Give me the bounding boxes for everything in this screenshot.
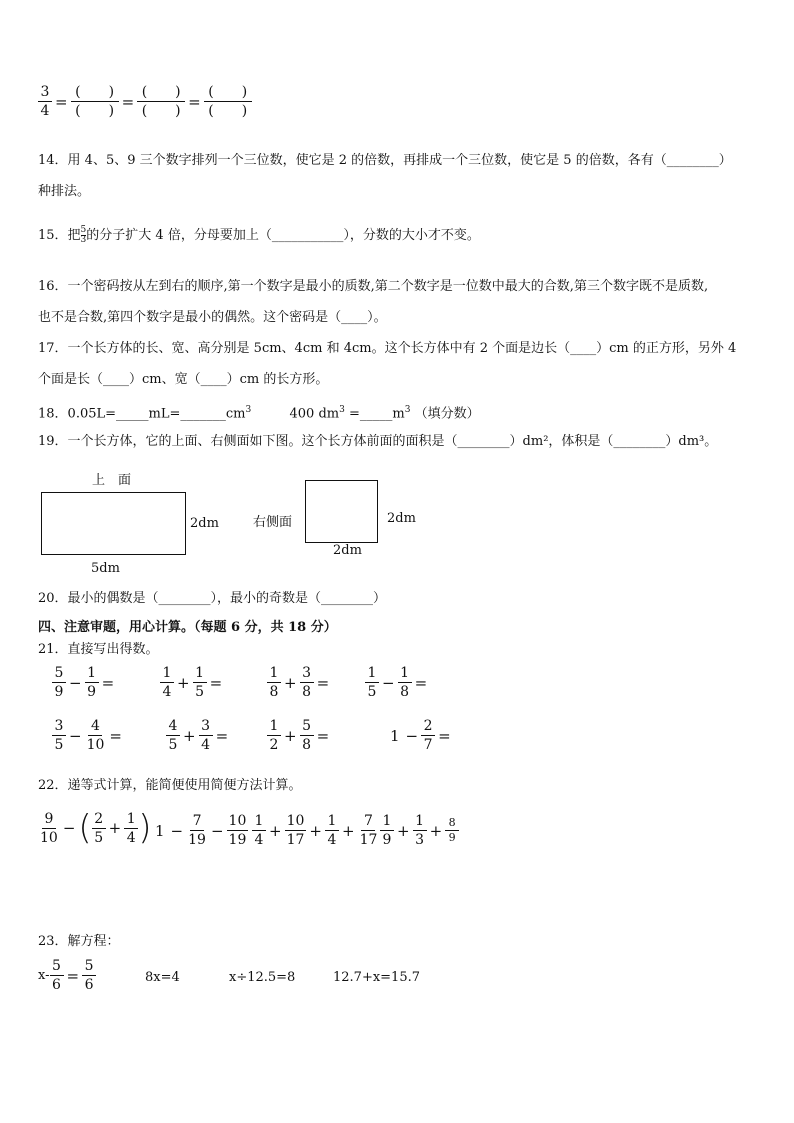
numerator: 1 bbox=[398, 665, 412, 683]
section-4-title: 四、注意审题，用心计算。（每题 6 分，共 18 分） bbox=[38, 620, 337, 635]
q23-equation-1: x- $\frac{5}{6}$ = $\frac{5}{6}$ bbox=[38, 958, 96, 993]
equals-sign: = bbox=[215, 726, 229, 745]
numerator: 1 bbox=[85, 665, 99, 683]
question-18: 18．$0.05L=\_\_\_\_\_mL=\_\_\_\_\_\_\_cm^3$ 400 $dm^3$ $=\_\_\_\_\_m^3$ （填分数） bbox=[38, 405, 480, 422]
operator: − bbox=[405, 726, 419, 745]
operator: + bbox=[284, 673, 297, 692]
q13-equation: $\frac{3}{4}$ = $\frac{( )}{( )}$ = $\frac{( )}{( )}$ = $\frac{( )}{( )}$ bbox=[38, 84, 252, 119]
numerator: 1 bbox=[193, 665, 207, 683]
numerator: 1 bbox=[160, 665, 174, 683]
denominator: 8 bbox=[302, 737, 312, 753]
denominator: 4 bbox=[201, 737, 211, 753]
numerator: 3 bbox=[199, 718, 213, 736]
equals-sign: = bbox=[109, 726, 122, 745]
operator: − bbox=[69, 726, 82, 745]
question-16-line2: 也不是合数,第四个数字是最小的偶然。这个密码是（____）。 bbox=[38, 310, 387, 325]
q23-equation-2: 8x=4 bbox=[145, 970, 180, 985]
question-15: 15．把 $\frac{5}{3}$ 的分子扩大 4 倍，分母要加上（___________），分数的大小才不变。 bbox=[38, 225, 480, 245]
equals-sign: = bbox=[316, 726, 330, 745]
q23-equation-4: 12.7+x=15.7 bbox=[333, 970, 421, 985]
q21-row-2 bbox=[52, 718, 452, 758]
operator: + bbox=[284, 726, 297, 745]
question-19: 19．一个长方体，它的上面、右侧面如下图。这个长方体前面的面积是（________）dm²，体积是（________）dm³。 bbox=[38, 434, 718, 449]
numerator: 1 bbox=[267, 718, 281, 736]
denominator: 5 bbox=[168, 737, 178, 753]
denominator: 8 bbox=[302, 684, 312, 700]
denominator: 5 bbox=[195, 684, 205, 700]
top-face-rectangle bbox=[41, 492, 186, 555]
numerator: 1 bbox=[267, 665, 281, 683]
question-17-line2: 个面是长（____）cm、宽（____）cm 的长方形。 bbox=[38, 372, 329, 387]
numerator: 4 bbox=[166, 718, 180, 736]
q23-equation-3: x÷12.5=8 bbox=[229, 970, 296, 985]
numerator: 4 bbox=[88, 718, 102, 736]
numerator: 3 bbox=[300, 665, 314, 683]
question-17-line1: 17．一个长方体的长、宽、高分别是 5cm、4cm 和 4cm。这个长方体中有 2 个面是边长（____）cm 的正方形，另外 4 bbox=[38, 341, 737, 356]
denominator: 5 bbox=[54, 737, 64, 753]
q21-expression bbox=[365, 665, 430, 700]
q22-expression-4: $\frac{1}{9}$ + $\frac{1}{3}$ + $\frac{8}{9}$ bbox=[380, 813, 459, 848]
numerator: 3 bbox=[52, 718, 66, 736]
numerator: 1 bbox=[365, 665, 379, 683]
top-face-side-label: 2dm bbox=[190, 516, 219, 531]
question-22-title: 22．递等式计算，能简便使用简便方法计算。 bbox=[38, 778, 302, 793]
blank-fraction-3[interactable]: $\frac{( )}{( )}$ bbox=[204, 84, 252, 119]
question-21-title: 21．直接写出得数。 bbox=[38, 642, 159, 657]
q21-expression bbox=[52, 718, 125, 753]
right-face-square bbox=[305, 480, 378, 543]
blank-fraction-1[interactable]: $\frac{( )}{( )}$ bbox=[71, 84, 119, 119]
q21-expression bbox=[267, 665, 332, 700]
q21-expression bbox=[166, 718, 231, 753]
equals-sign: = bbox=[438, 726, 451, 745]
denominator: 10 bbox=[86, 737, 105, 753]
q22-expression-2: 1 − $\frac{7}{19}$ − $\frac{10}{19}$ bbox=[155, 813, 247, 848]
numerator: 5 bbox=[52, 665, 66, 683]
question-20: 20．最小的偶数是（________），最小的奇数是（________） bbox=[38, 591, 387, 606]
blank-fraction-2[interactable]: $\frac{( )}{( )}$ bbox=[137, 84, 185, 119]
right-face-label: 右侧面 bbox=[253, 515, 293, 530]
top-face-bottom-label: 5dm bbox=[91, 561, 120, 576]
equals-sign: = bbox=[414, 673, 428, 692]
denominator: 5 bbox=[367, 684, 377, 700]
denominator: 2 bbox=[269, 737, 279, 753]
q21-expression bbox=[52, 665, 117, 700]
fraction-3-4: $\frac{3}{4}$ bbox=[38, 84, 52, 119]
denominator: 9 bbox=[87, 684, 97, 700]
equals-sign: = bbox=[101, 673, 115, 692]
top-face-label: 上 面 bbox=[92, 473, 132, 488]
operator: + bbox=[183, 726, 196, 745]
numerator: 2 bbox=[421, 718, 435, 736]
operator: + bbox=[177, 673, 190, 692]
right-face-side-label: 2dm bbox=[387, 511, 416, 526]
denominator: 7 bbox=[423, 737, 433, 753]
numerator: 5 bbox=[300, 718, 314, 736]
denominator: 8 bbox=[400, 684, 410, 700]
q22-expression-3: $\frac{1}{4}$ + $\frac{10}{17}$ + $\frac{1}{4}$ + $\frac{7}{17}$ bbox=[252, 813, 379, 848]
equals-sign: = bbox=[209, 673, 223, 692]
operator: − bbox=[382, 673, 395, 692]
q21-expression bbox=[267, 718, 332, 753]
q21-expression bbox=[387, 718, 454, 753]
question-16-line1: 16．一个密码按从左到右的顺序,第一个数字是最小的质数,第二个数字是一位数中最大的合数,第三个数字既不是质数, bbox=[38, 279, 709, 294]
q21-expression bbox=[160, 665, 225, 700]
fraction-5-3: $\frac{5}{3}$ bbox=[80, 225, 87, 245]
q22-expression-1: $\frac{9}{10}$ − ( $\frac{2}{5}$ + $\frac{1}{4}$ ) bbox=[40, 808, 152, 848]
denominator: 8 bbox=[269, 684, 279, 700]
denominator: 9 bbox=[54, 684, 64, 700]
question-14-line2: 种排法。 bbox=[38, 184, 91, 199]
operator: − bbox=[69, 673, 82, 692]
right-face-bottom-label: 2dm bbox=[333, 543, 362, 558]
question-14-line1: 14．用 4、5、9 三个数字排列一个三位数，使它是 2 的倍数，再排成一个三位数，使它是 5 的倍数，各有（________） bbox=[38, 153, 732, 168]
equals-sign: = bbox=[316, 673, 330, 692]
question-23-title: 23．解方程： bbox=[38, 934, 120, 949]
denominator: 4 bbox=[162, 684, 172, 700]
whole-number: 1 bbox=[390, 726, 400, 745]
q21-row-1 bbox=[52, 665, 452, 705]
